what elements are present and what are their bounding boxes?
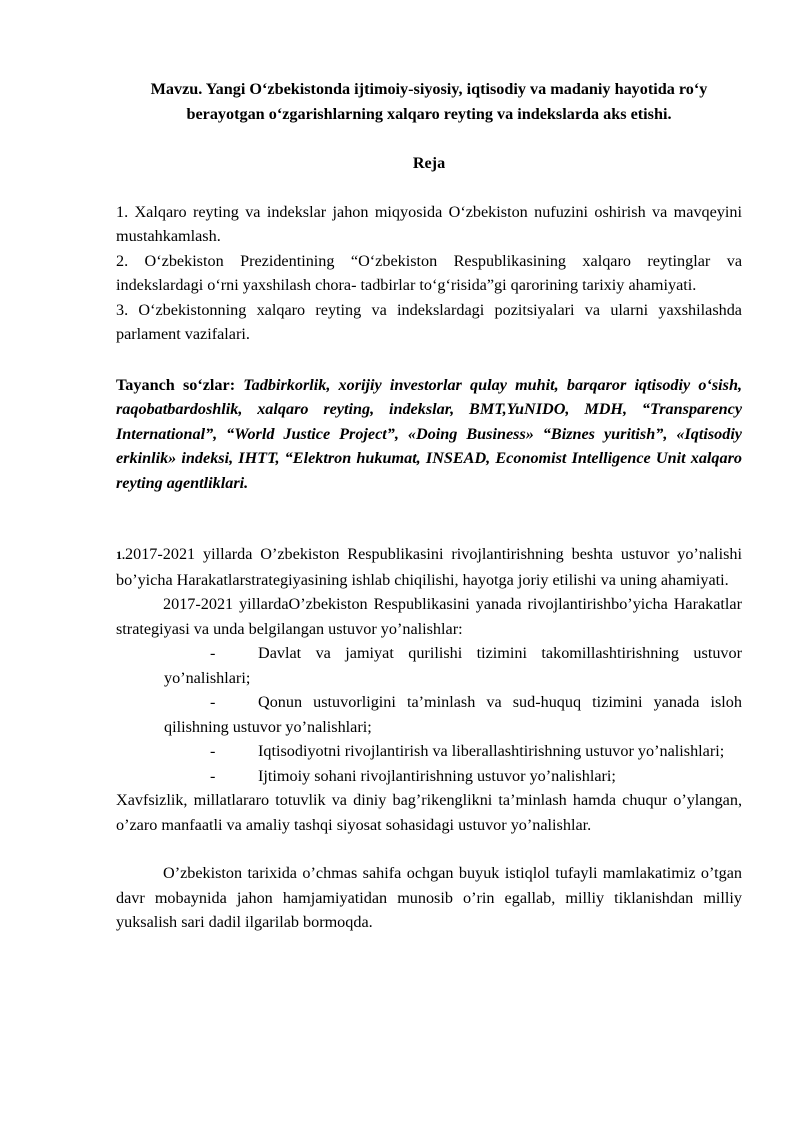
keywords-text: Tadbirkorlik, xorijiy investorlar qulay muhit, barqaror iqtisodiy o‘sish, raqobatbardoshlik, xalqaro reyting, indekslar, BMT,YuNIDO, MDH, “Transparency International”, “World Justice Project”, «Doing Business» “Biznes yuritish”, «Iqtisodiy erkinlik» indeksi, IHTT, “Elektron hukumat, INSEAD, Economist Intelligence Unit xalqaro reyting agentliklari. [116, 375, 743, 492]
dash-bullet: - [210, 644, 216, 662]
section-heading [116, 542, 742, 592]
document-page [116, 77, 742, 935]
dash-bullet: - [210, 742, 216, 760]
plan-item: 1. Xalqaro reyting va indekslar jahon miqyosida O‘zbekiston nufuzini oshirish va mavqeyini mustahkamlash. [116, 202, 742, 245]
list-item [116, 739, 742, 764]
list-item-text: Ijtimoiy sohani rivojlantirishning ustuvor yo’nalishlari; [258, 766, 616, 785]
list-item [116, 690, 742, 739]
section-heading-text: 2017-2021 yillarda O’zbekiston Respublikasini rivojlantirishning beshta ustuvor yo’nalishi bo’yicha Harakatlarstrategiyasining ishlab chiqilishi, hayotga joriy etilishi va uning ahamiyati. [116, 545, 742, 589]
dash-bullet: - [210, 693, 216, 711]
keywords-label: Tayanch so‘zlar: [116, 375, 236, 394]
section-1 [116, 542, 742, 935]
priority-list [116, 641, 742, 788]
keywords-paragraph [116, 373, 742, 496]
list-item [116, 764, 742, 789]
document-title: Mavzu. Yangi O‘zbekistonda ijtimoiy-siyosiy, iqtisodiy va madaniy hayotida ro‘y berayotgan o‘zgarishlarning xalqaro reyting va indekslarda aks etishi. [150, 80, 708, 123]
list-item-text: Iqtisodiyotni rivojlantirish va liberallashtirishning ustuvor yo’nalishlari; [258, 742, 725, 760]
plan-item: 3. O‘zbekistonning xalqaro reyting va indekslardagi pozitsiyalari va ularni yaxshilashda parlament vazifalari. [116, 300, 742, 343]
plan-list [116, 200, 742, 347]
paragraph-gap [116, 837, 742, 861]
list-item [116, 641, 742, 690]
plan-item: 2. O‘zbekiston Prezidentining “O‘zbekiston Respublikasining xalqaro reytinglar va indekslardagi o‘rni yaxshilash chora- tadbirlar to‘g‘risida”gi qarorining tarixiy ahamiyati. [116, 251, 742, 294]
section-number: 1. [116, 548, 125, 562]
section-intro: 2017-2021 yillardaO’zbekiston Respublikasini yanada rivojlantirishbo’yicha Harakatlar strategiyasi va unda belgilangan ustuvor yo’nalishlar: [116, 595, 742, 638]
dash-bullet: - [210, 766, 216, 785]
plan-heading: Reja [412, 154, 446, 172]
list-item-text: Davlat va jamiyat qurilishi tizimini takomillashtirishning ustuvor yo’nalishlari; [164, 644, 742, 687]
list-item-text: Qonun ustuvorligini ta’minlash va sud-huquq tizimini yanada isloh qilishning ustuvor yo’nalishlari; [164, 693, 742, 736]
closing-paragraph: O’zbekiston tarixida o’chmas sahifa ochgan buyuk istiqlol tufayli mamlakatimiz o’tgan davr mobaynida jahon hamjamiyatidan munosib o’rin egallab, milliy tiklanishdan milliy yuksalish sari dadil ilgarilab bormoqda. [116, 864, 742, 931]
after-list-paragraph: Xavfsizlik, millatlararo totuvlik va diniy bag’rikenglikni ta’minlash hamda chuqur o’ylangan, o’zaro manfaatli va amaliy tashqi siyosat sohasidagi ustuvor yo’nalishlar. [116, 791, 742, 834]
